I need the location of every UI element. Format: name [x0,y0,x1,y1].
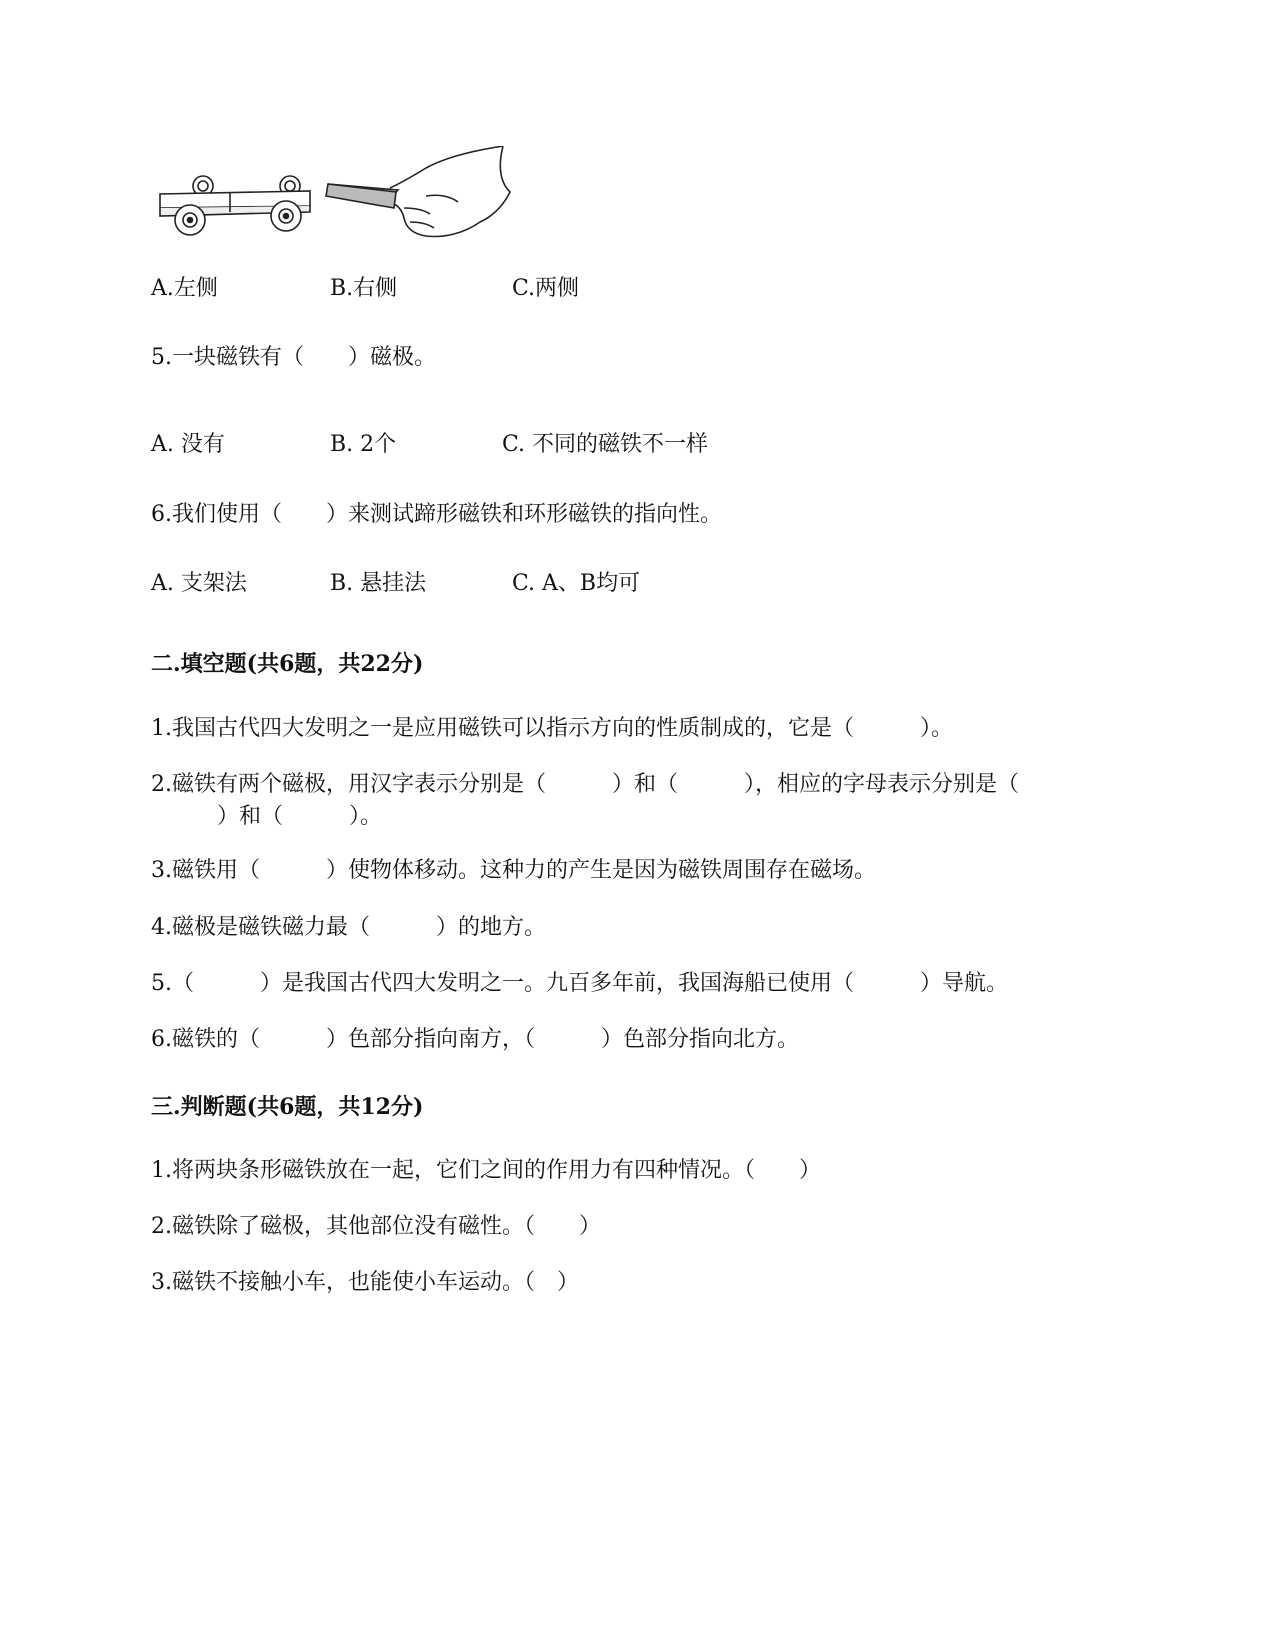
section-2-title: 二.填空题(共6题，共22分) [151,651,424,677]
toy-car-icon [160,176,310,235]
q5-option-b: B. 2个 [330,432,397,457]
judge-question-1: 1.将两块条形磁铁放在一起，它们之间的作用力有四种情况。（ ） [151,1158,821,1183]
fill-question-5: 5.（ ）是我国古代四大发明之一。九百多年前，我国海船已使用（ ）导航。 [151,971,1008,996]
fill-question-3: 3.磁铁用（ ）使物体移动。这种力的产生是因为磁铁周围存在磁场。 [151,858,876,883]
fill-question-4: 4.磁极是磁铁磁力最（ ）的地方。 [151,915,546,940]
fill-question-2-cont: ）和（ ）。 [151,804,383,829]
q4-option-b: B.右侧 [330,276,398,301]
q4-option-a: A.左侧 [151,276,218,301]
q5-option-a: A. 没有 [151,432,225,457]
hand-holding-magnet-icon [326,146,510,236]
car-and-magnet-illustration [158,146,528,246]
judge-question-3: 3.磁铁不接触小车，也能使小车运动。（ ） [151,1270,579,1295]
q6-option-b: B. 悬挂法 [330,571,427,596]
fill-question-6: 6.磁铁的（ ）色部分指向南方，（ ）色部分指向北方。 [151,1027,799,1052]
section-3-title: 三.判断题(共6题，共12分) [151,1094,424,1120]
question-6: 6.我们使用（ ）来测试蹄形磁铁和环形磁铁的指向性。 [151,502,722,527]
q5-option-c: C. 不同的磁铁不一样 [502,432,709,457]
q4-option-c: C.两侧 [512,276,580,301]
fill-question-2: 2.磁铁有两个磁极，用汉字表示分别是（ ）和（ ），相应的字母表示分别是（ [151,772,1019,797]
fill-question-1: 1.我国古代四大发明之一是应用磁铁可以指示方向的性质制成的，它是（ ）。 [151,716,953,741]
judge-question-2: 2.磁铁除了磁极，其他部位没有磁性。（ ） [151,1214,601,1239]
q6-option-a: A. 支架法 [151,571,247,596]
q6-option-c: C. A、B均可 [512,571,641,596]
question-5: 5.一块磁铁有（ ）磁极。 [151,345,436,370]
